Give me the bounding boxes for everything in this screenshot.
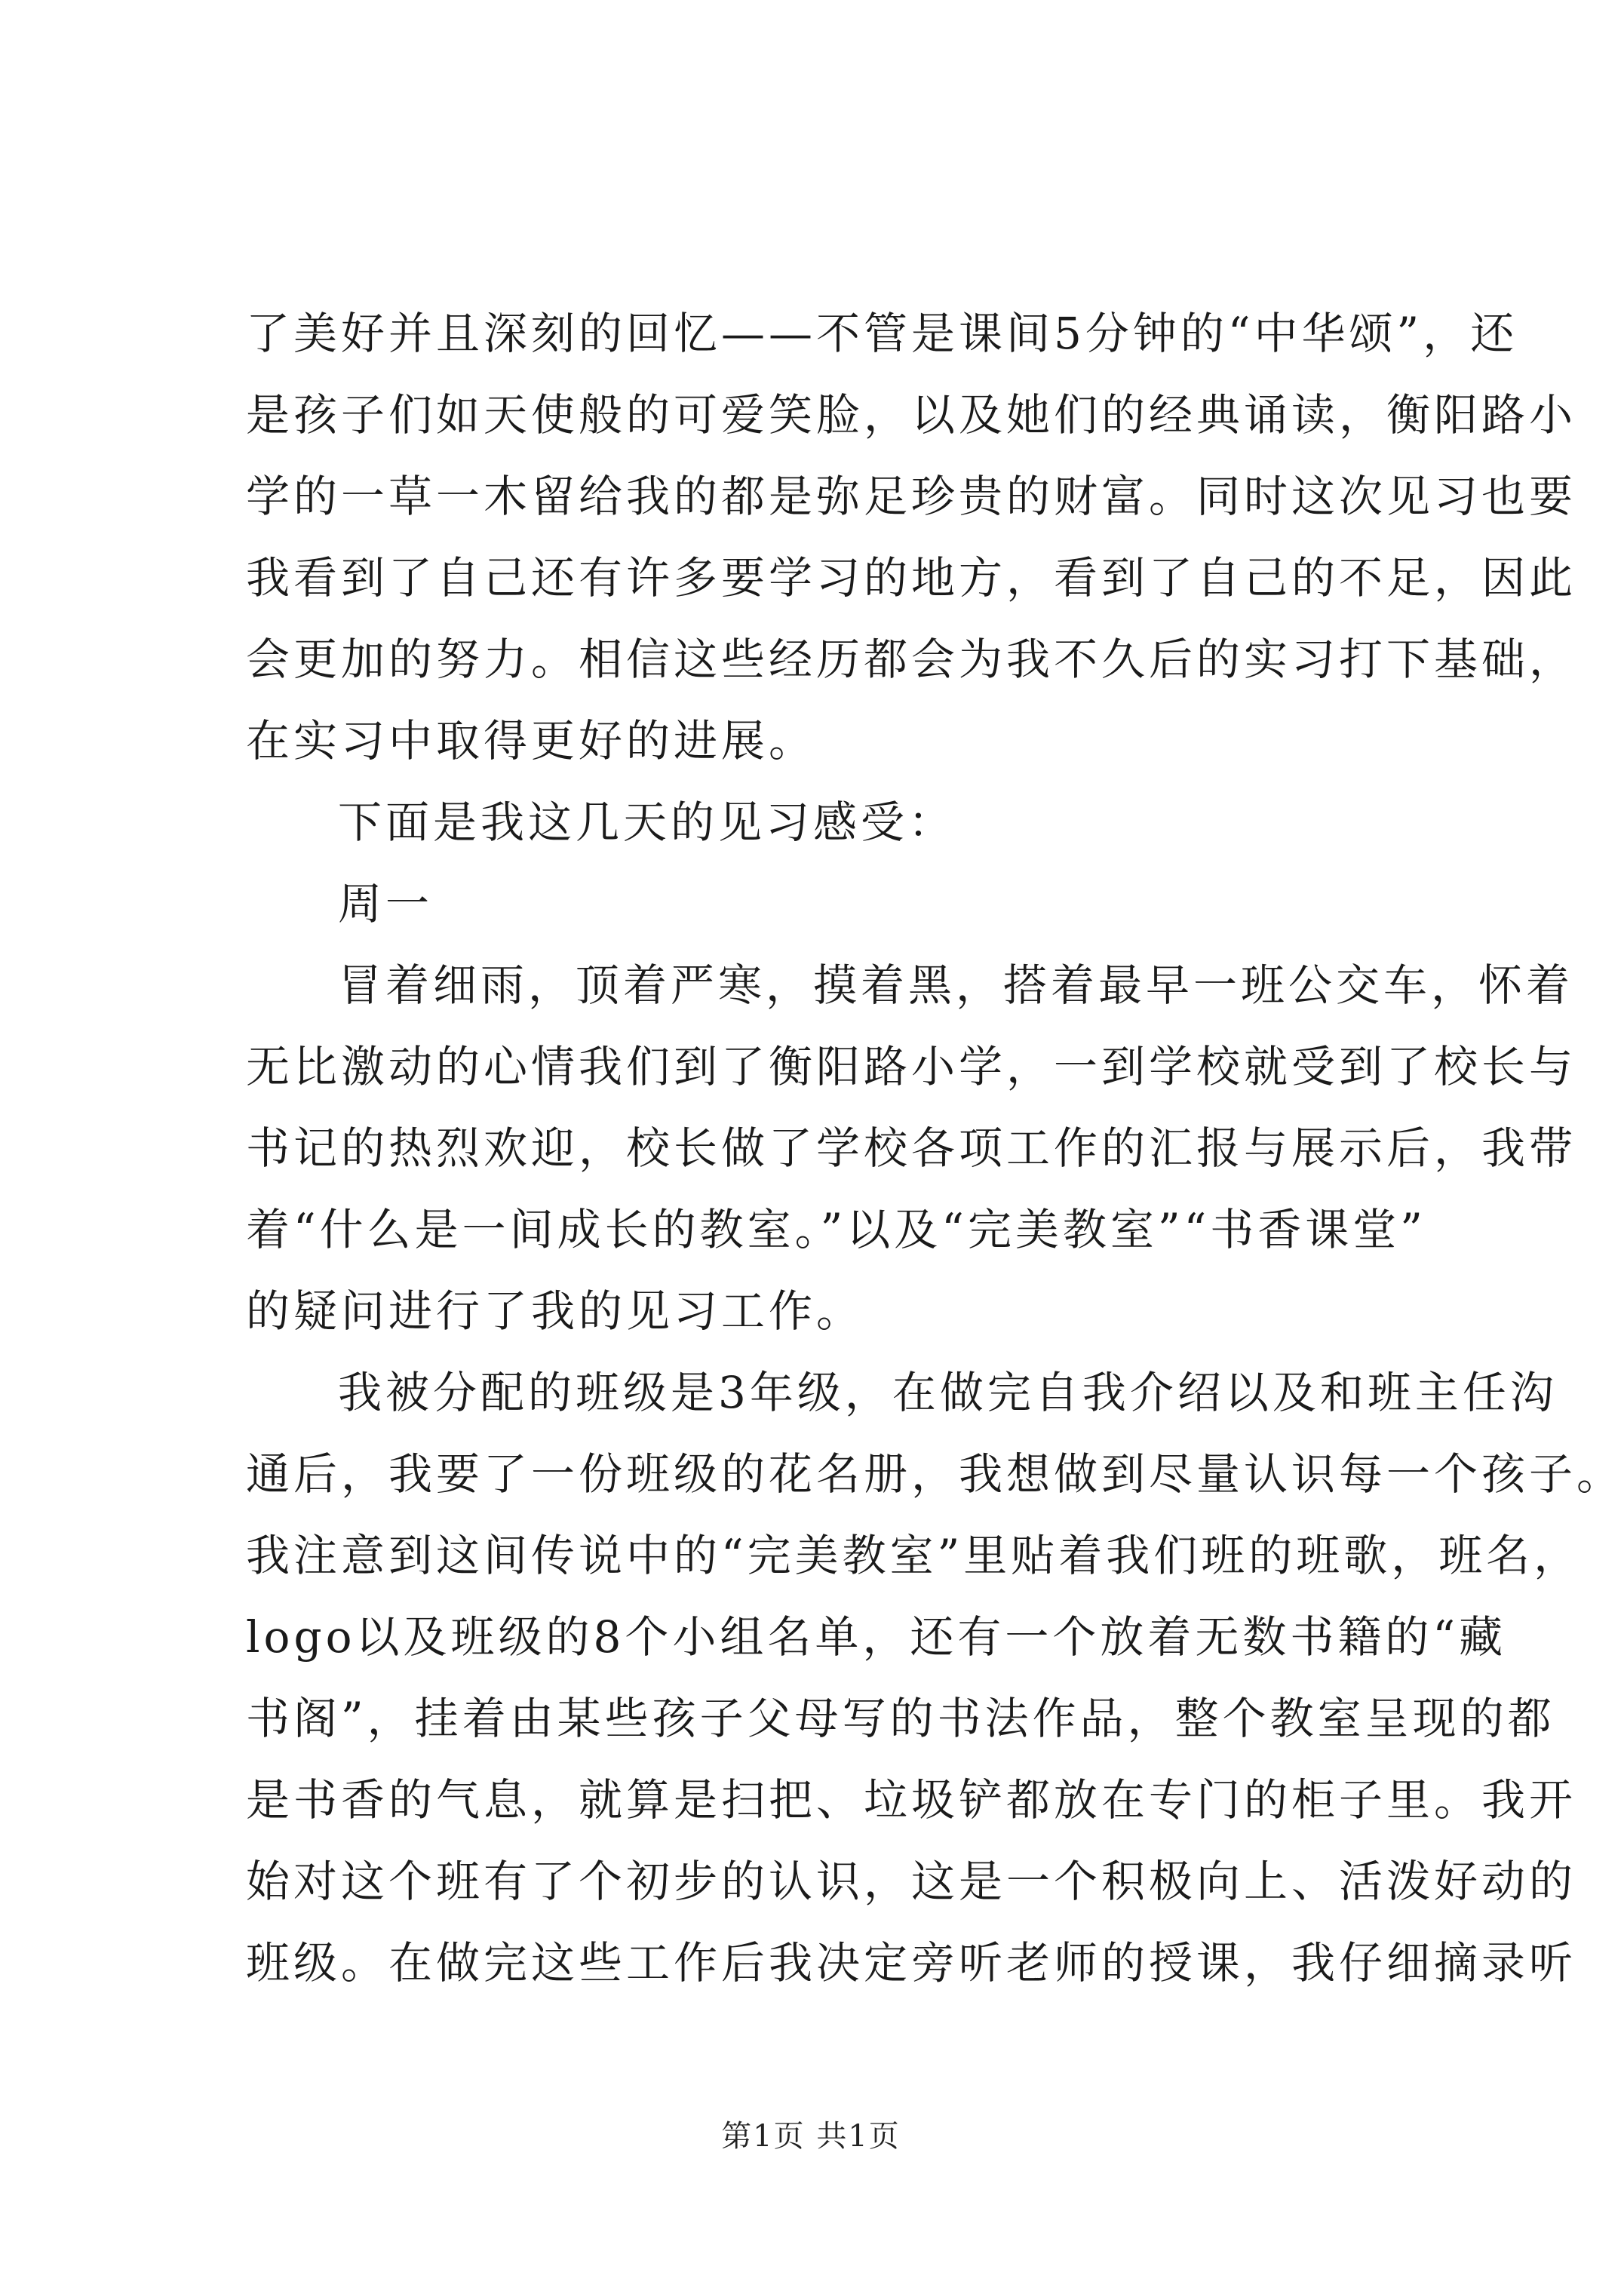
section-intro-line: 下面是我这几天的见习感受：: [338, 797, 956, 848]
text-line-21: 班级。在做完这些工作后我决定旁听老师的授课，我仔细摘录听: [246, 1937, 1577, 1988]
text-line-13: 的疑问进行了我的见习工作。: [246, 1285, 864, 1337]
text-line-6: 在实习中取得更好的进展。: [246, 715, 817, 766]
text-line-2: 是孩子们如天使般的可爱笑脸，以及她们的经典诵读，衡阳路小: [246, 389, 1577, 441]
text-line-9: 冒着细雨，顶着严寒，摸着黑，搭着最早一班公交车，怀着: [338, 960, 1574, 1011]
text-line-20: 始对这个班有了个初步的认识，这是一个积极向上、活泼好动的: [246, 1856, 1577, 1907]
text-line-12: 着“什么是一间成长的教室。”以及“完美教室”“书香课堂”: [246, 1204, 1426, 1255]
text-line-19: 是书香的气息，就算是扫把、垃圾铲都放在专门的柜子里。我开: [246, 1774, 1577, 1826]
page-footer: [0, 2112, 1622, 2155]
text-line-18: 书阁”，挂着由某些孩子父母写的书法作品，整个教室呈现的都: [246, 1693, 1555, 1744]
text-line-17: logo以及班级的8个小组名单，还有一个放着无数书籍的“藏: [246, 1611, 1507, 1663]
page-number-label: 第1页 共1页: [721, 2119, 901, 2154]
text-line-1: 了美好并且深刻的回忆——不管是课间5分钟的“中华颂”，还: [246, 308, 1518, 359]
text-line-4: 我看到了自己还有许多要学习的地方，看到了自己的不足，因此: [246, 552, 1577, 603]
text-line-15: 通后，我要了一份班级的花名册，我想做到尽量认识每一个孩子。: [246, 1448, 1624, 1500]
text-line-10: 无比激动的心情我们到了衡阳路小学，一到学校就受到了校长与: [246, 1041, 1577, 1092]
text-line-11: 书记的热烈欢迎，校长做了学校各项工作的汇报与展示后，我带: [246, 1122, 1577, 1174]
body-text: [246, 293, 1624, 2004]
text-line-5: 会更加的努力。相信这些经历都会为我不久后的实习打下基础，: [246, 634, 1577, 685]
text-line-16: 我注意到这间传说中的“完美教室”里贴着我们班的班歌，班名，: [246, 1530, 1582, 1581]
text-line-3: 学的一草一木留给我的都是弥足珍贵的财富。同时这次见习也要: [246, 471, 1577, 522]
day-heading: 周一: [338, 878, 434, 929]
text-line-14: 我被分配的班级是3年级，在做完自我介绍以及和班主任沟: [338, 1367, 1558, 1418]
